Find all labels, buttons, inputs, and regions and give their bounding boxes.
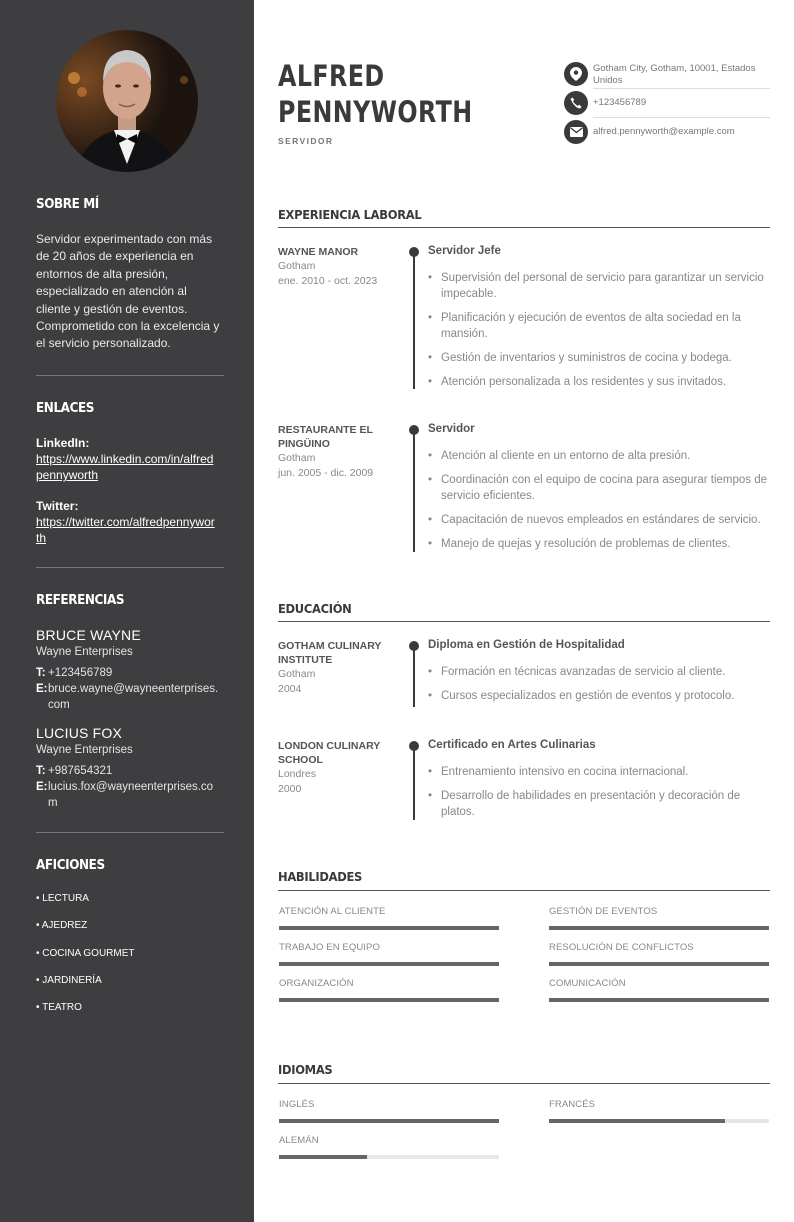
skill-bar-fill [549,998,769,1002]
skill-item [279,978,499,989]
email-value: lucius.fox@wayneenterprises.com [48,781,214,809]
employment-dates: ene. 2010 - oct. 2023 [278,275,378,287]
timeline-dot [409,741,419,751]
job-role: Servidor [428,423,475,435]
school-name: LONDON CULINARY SCHOOL [278,740,381,766]
name-line-2: PENNYWORTH [278,95,473,129]
hobby-item: • TEATRO [36,1002,82,1013]
education-bullet: • Desarrollo de habilidades en presentación y decoración de platos. [428,788,770,820]
reference-name: BRUCE WAYNE [36,627,141,643]
experience-heading: EXPERIENCIA LABORAL [278,207,422,223]
skill-bar [549,926,769,930]
employer-location: Gotham [278,452,316,464]
skill-item [279,942,499,953]
timeline-dot [409,247,419,257]
skill-bar-fill [549,926,769,930]
school-name: GOTHAM CULINARY INSTITUTE [278,640,382,666]
reference-email [36,779,222,811]
school-location: Gotham [278,668,316,680]
employer-name: RESTAURANTE EL PINGÜINO [278,424,373,450]
twitter-label: Twitter: [36,499,79,513]
education-bullet: • Formación en técnicas avanzadas de servicio al cliente. [428,664,770,680]
job-title: SERVIDOR [278,136,334,146]
reference-phone [36,665,222,681]
hobby-item: • COCINA GOURMET [36,948,135,959]
job-bullet: • Atención personalizada a los residentes y sus invitados. [428,374,770,390]
skill-name: ORGANIZACIÓN [279,978,354,989]
envelope-icon [564,120,588,144]
skill-bar [279,926,499,930]
job-bullet: • Supervisión del personal de servicio para garantizar un servicio impecable. [428,270,770,302]
job-bullet: • Coordinación con el equipo de cocina para asegurar tiempos de servicio eficientes. [428,472,770,504]
email-label: E: [36,683,48,695]
skill-bar [549,962,769,966]
twitter-link[interactable]: https://twitter.com/alfredpennyworth [36,515,215,545]
section-rule [278,1083,770,1084]
location-pin-icon [564,62,588,86]
language-bar-fill [279,1119,499,1123]
contact-email: alfred.pennyworth@example.com [593,126,735,137]
skill-name: ATENCIÓN AL CLIENTE [279,906,386,917]
profile-photo [56,30,198,172]
skill-name: COMUNICACIÓN [549,978,626,989]
language-name: INGLÉS [279,1099,315,1110]
linkedin-label: LinkedIn: [36,436,90,450]
job-bullet: • Gestión de inventarios y suministros de cocina y bodega. [428,350,770,366]
timeline-line [413,429,415,552]
reference-company: Wayne Enterprises [36,646,133,658]
language-item [279,1135,499,1146]
reference-email [36,681,222,713]
timeline-line [413,251,415,389]
phone-label: T: [36,667,46,679]
linkedin-link[interactable]: https://www.linkedin.com/in/alfredpennyworth [36,452,214,482]
contact-phone: +123456789 [593,97,647,108]
timeline-line [413,745,415,820]
email-value: bruce.wayne@wayneenterprises.com [48,683,219,711]
language-bar-fill [549,1119,725,1123]
section-rule [278,227,770,228]
language-item [279,1099,499,1110]
employer-location: Gotham [278,260,316,272]
language-bar-fill [279,1155,367,1159]
phone-value: +123456789 [48,667,113,679]
name-line-1: ALFRED [278,59,385,93]
sidebar-divider [36,832,224,833]
skill-bar [279,998,499,1002]
reference-phone [36,763,222,779]
skill-item [549,906,769,917]
skill-bar-fill [549,962,769,966]
school-location: Londres [278,768,316,780]
language-bar [279,1119,499,1123]
timeline-dot [409,641,419,651]
employer-name: WAYNE MANOR [278,246,359,258]
section-rule [278,621,770,622]
hobby-item: • JARDINERÍA [36,975,102,986]
email-label: E: [36,781,48,793]
languages-heading: IDIOMAS [278,1062,333,1078]
hobby-item: • LECTURA [36,893,89,904]
skill-item [549,942,769,953]
about-heading: SOBRE MÍ [36,196,99,212]
degree-title: Certificado en Artes Culinarias [428,739,596,751]
employment-dates: jun. 2005 - dic. 2009 [278,467,374,479]
job-bullet: • Capacitación de nuevos empleados en estándares de servicio. [428,512,770,528]
skill-item [549,978,769,989]
contact-divider [593,117,770,118]
links-heading: ENLACES [36,400,95,416]
reference-company: Wayne Enterprises [36,744,133,756]
candidate-name [278,58,473,130]
hobby-item: • AJEDREZ [36,920,88,931]
skill-bar [549,998,769,1002]
education-bullet: • Entrenamiento intensivo en cocina internacional. [428,764,770,780]
education-bullet: • Cursos especializados en gestión de eventos y protocolo. [428,688,770,704]
sidebar-divider [36,375,224,376]
sidebar-divider [36,567,224,568]
language-name: FRANCÉS [549,1099,596,1110]
skill-bar-fill [279,998,499,1002]
job-bullet: • Atención al cliente en un entorno de alta presión. [428,448,770,464]
skill-bar [279,962,499,966]
contact-divider [593,88,770,89]
skill-bar-fill [279,926,499,930]
job-role: Servidor Jefe [428,245,501,257]
hobbies-heading: AFICIONES [36,857,105,873]
skill-name: TRABAJO EN EQUIPO [279,942,380,953]
skill-name: GESTIÓN DE EVENTOS [549,906,658,917]
skill-item [279,906,499,917]
degree-title: Diploma en Gestión de Hospitalidad [428,639,625,651]
timeline-line [413,645,415,707]
phone-label: T: [36,765,46,777]
skill-name: RESOLUCIÓN DE CONFLICTOS [549,942,694,953]
sidebar [0,0,254,1222]
language-name: ALEMÁN [279,1135,319,1146]
references-heading: REFERENCIAS [36,592,125,608]
language-bar [549,1119,769,1123]
timeline-dot [409,425,419,435]
phone-icon [564,91,588,115]
job-bullet: • Manejo de quejas y resolución de problemas de clientes. [428,536,770,552]
contact-address: Gotham City, Gotham, 10001, Estados Unidos [593,63,756,86]
education-year: 2000 [278,783,302,795]
about-text: Servidor experimentado con más de 20 años de experiencia en entornos de alta presión, especializado en atención al cliente y gestión de eventos. Comprometido con la excelencia y el servicio personalizado. [36,232,220,351]
skill-bar-fill [279,962,499,966]
education-heading: EDUCACIÓN [278,601,352,617]
section-rule [278,890,770,891]
job-bullet: • Planificación y ejecución de eventos de alta sociedad en la mansión. [428,310,770,342]
reference-name: LUCIUS FOX [36,725,123,741]
skills-heading: HABILIDADES [278,869,363,885]
education-year: 2004 [278,683,302,695]
language-bar [279,1155,499,1159]
language-item [549,1099,769,1110]
phone-value: +987654321 [48,765,113,777]
